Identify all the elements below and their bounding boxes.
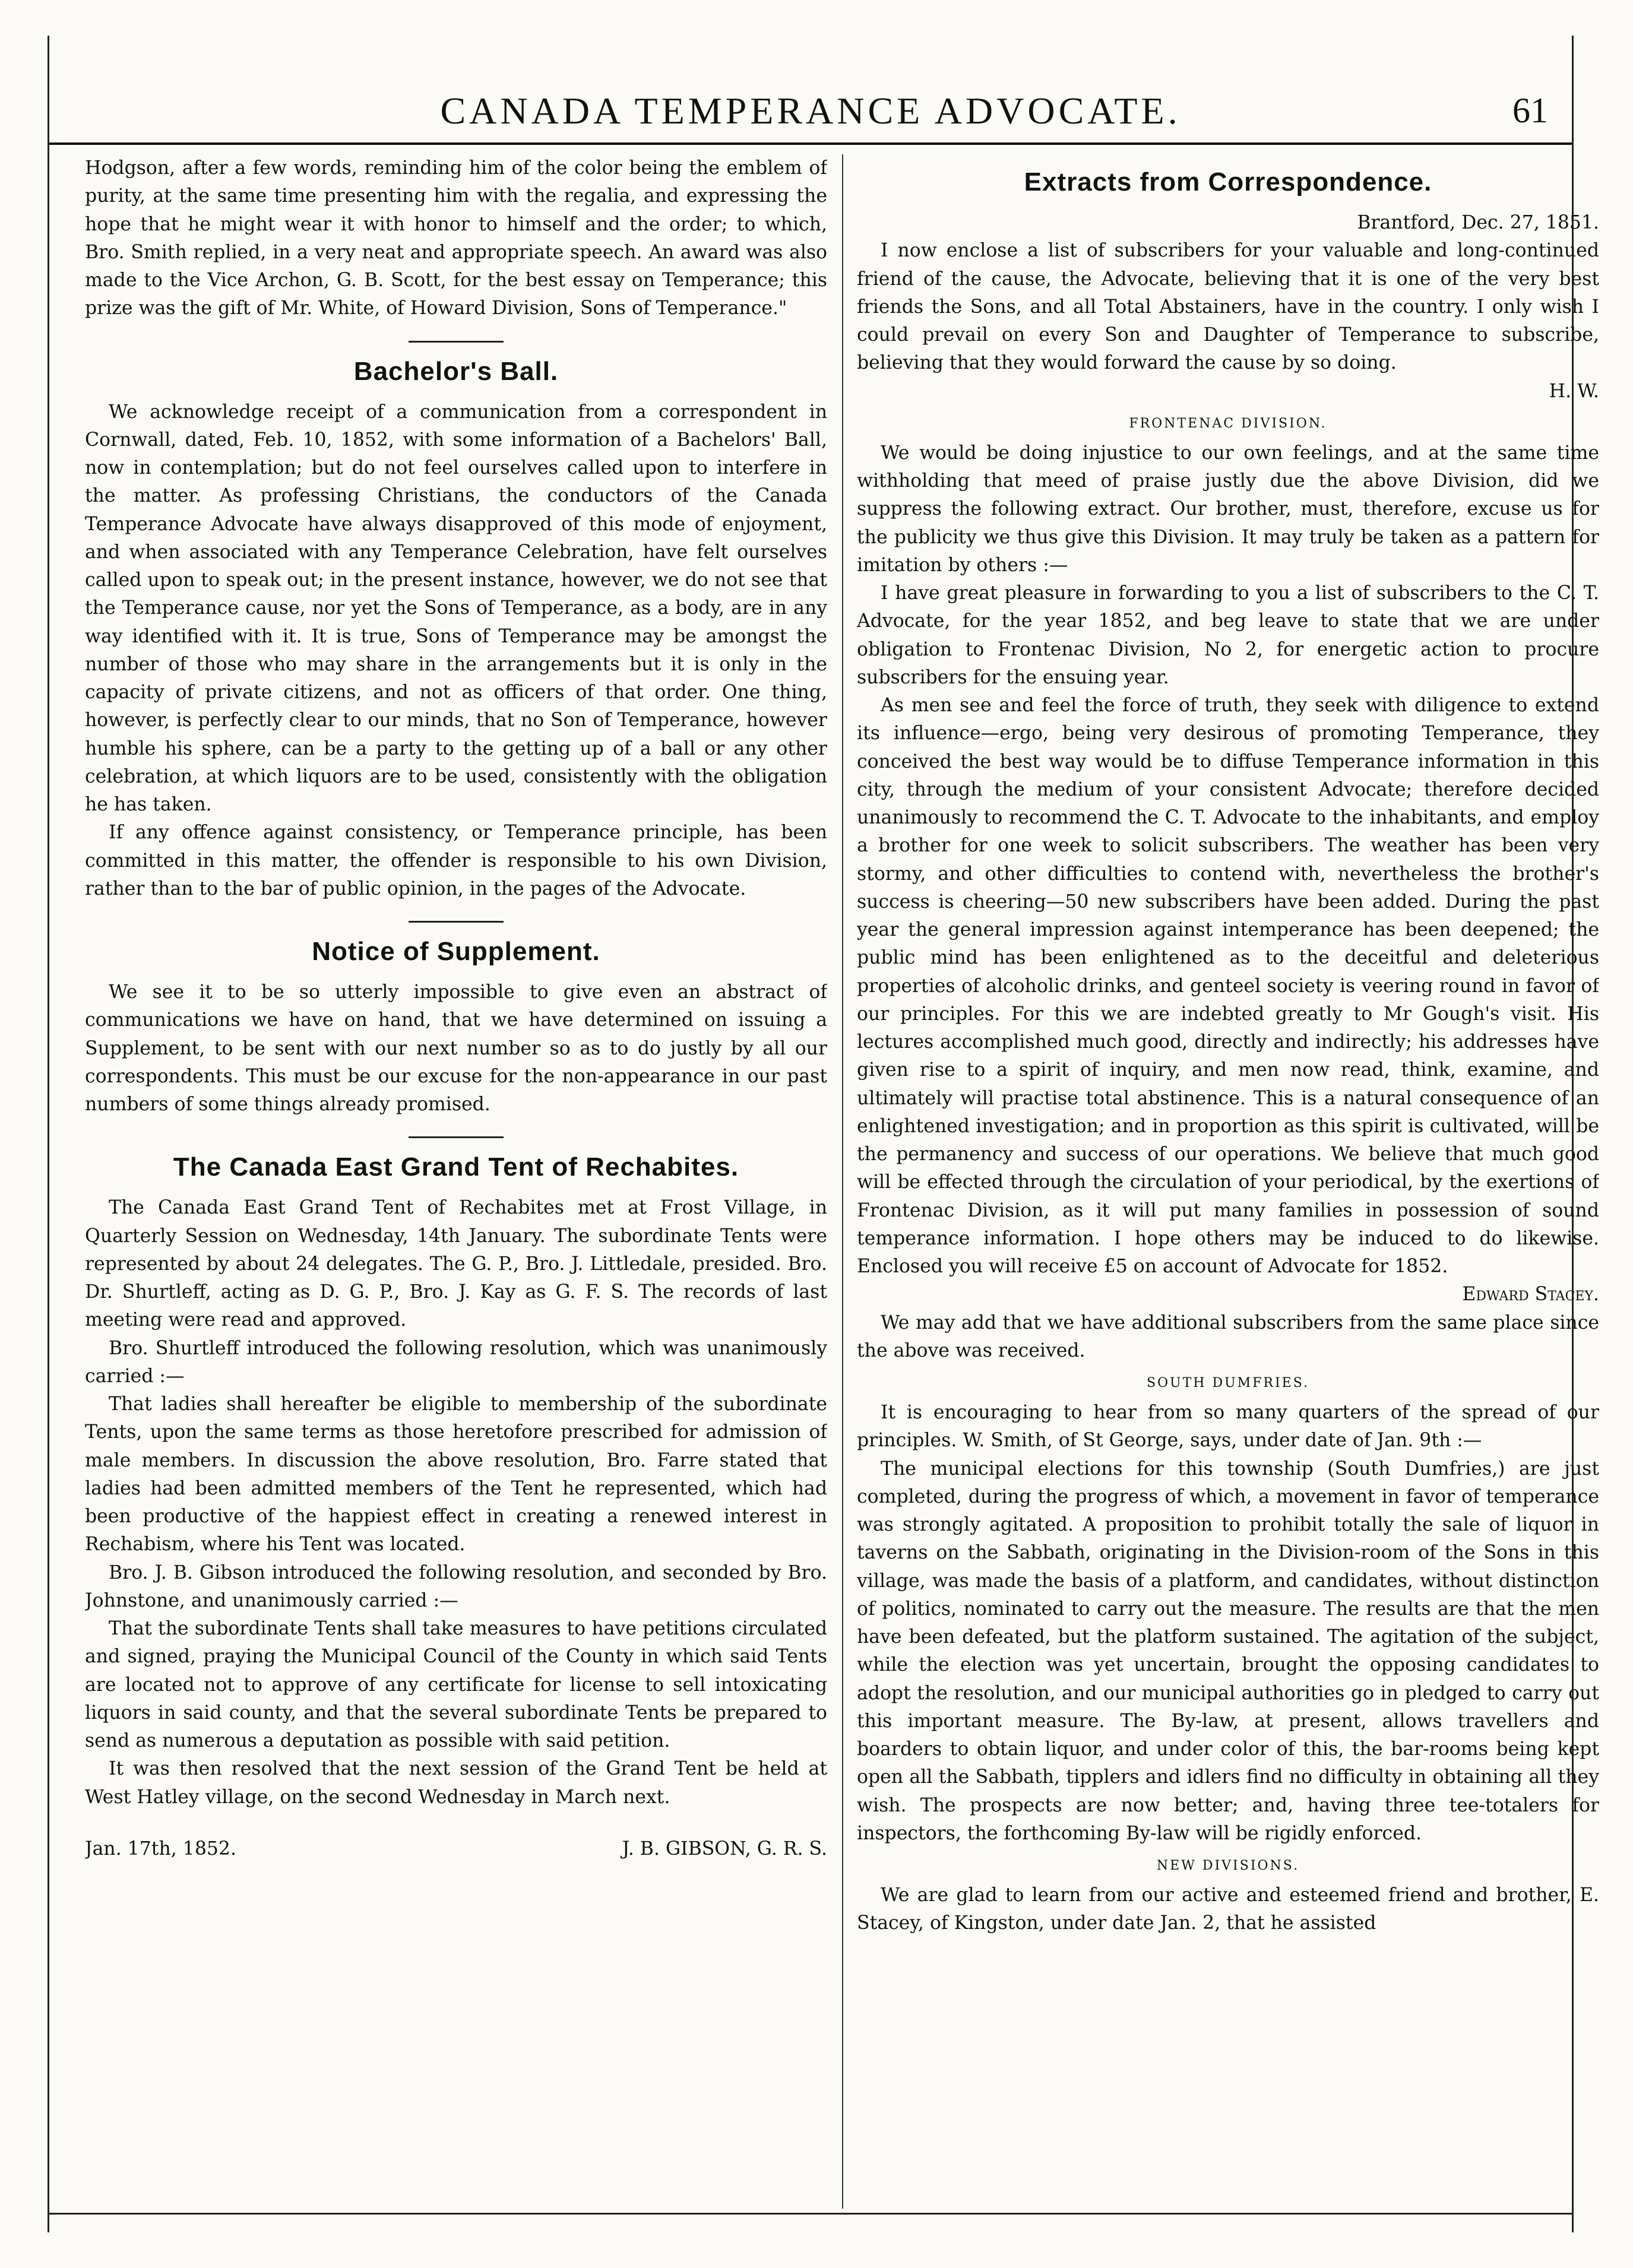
paragraph: The municipal elections for this township (South Dumfries,) are just completed, during the progress of which, a movement in favor of temperance was strongly agitated. A proposition to prohibit totally the sale of liquor in taverns on the Sabbath, originating in the Division-room of the Sons in this village, was made the basis of a platform, and candidates, without distinction of politics, nominated to carry out the measure. The results are that the men have been defeated, but the platform sustained. The agitation of the subject, while the election was yet uncertain, brought the opposing candidates to adopt the resolution, and our municipal authorities go in pledged to carry out this important measure. The By-law, at present, allows travellers and boarders to obtain liquor, and under color of this, the bar-rooms being kept open all the Sabbath, tipplers and idlers find no difficulty in obtaining all they wish. The prospects are now better; and, having three tee-totalers for inspectors, the forthcoming By-law will be rigidly enforced. — [857, 1458, 1599, 1844]
letter-signature: H. W. — [1549, 380, 1599, 402]
paragraph: If any offence against consistency, or Temperance principle, has been committed in this matter, the offender is responsible to his own Division, rather than to the bar of public opinion, in the pages of the Advocate. — [85, 822, 827, 899]
article-signature: J. B. GIBSON, G. R. S. — [622, 1838, 827, 1860]
paragraph: That ladies shall hereafter be eligible to membership of the subordinate Tents, upon the same terms as those heretofore prescribed for admission of male members. In discussion the above resolution, Bro. Farre stated that ladies had been admitted members of the Tent he represented, which had been productive of the happiest effect in creating a renewed interest in Rechabism, where his Tent was located. — [85, 1393, 827, 1556]
paragraph: Hodgson, after a few words, reminding him of the color being the emblem of purity, at the same time presenting him with the regalia, and expressing the hope that he might wear it with honor to himself and the order; to which, Bro. Smith replied, in a very neat and appropriate speech. An award was also made to the Vice Archon, G. B. Scott, for the best essay on Temperance; this prize was the gift of Mr. White, of Howard Division, Sons of Temperance." — [85, 157, 827, 319]
paragraph: It is encouraging to hear from so many quarters of the spread of our principles. W. Smith, of St George, says, under date of Jan. 9th :— — [857, 1402, 1599, 1452]
section-rule — [409, 341, 504, 343]
paragraph: We see it to be so utterly impossible to give even an abstract of communications we have on hand, that we have determined on issuing a Supplement, to be sent with our next number so as to do justly by all our correspondents. This must be our excuse for the non-appearance in our past numbers of some things already promised. — [85, 981, 827, 1115]
subheading-new-divisions: NEW DIVISIONS. — [1156, 1858, 1300, 1873]
subheading-south-dumfries: SOUTH DUMFRIES. — [1146, 1376, 1310, 1390]
bottom-rule — [49, 2213, 1572, 2215]
paragraph: We would be doing injustice to our own feelings, and at the same time withholding that meed of praise justly due the above Division, did we suppress the following extract. Our brother, must, therefore, excuse us for the publicity we thus give this Division. It may truly be taken as a pattern for imitation by others :— — [857, 442, 1599, 576]
right-column — [857, 154, 1599, 2221]
newspaper-page — [48, 36, 1599, 2232]
section-title-notice-of-supplement: Notice of Supplement. — [312, 937, 600, 966]
paragraph: We are glad to learn from our active and esteemed friend and brother, E. Stacey, of Kingston, under date Jan. 2, that he assisted — [857, 1884, 1599, 1934]
page-title: CANADA TEMPERANCE ADVOCATE. — [440, 90, 1181, 132]
dateline: Brantford, Dec. 27, 1851. — [1357, 212, 1599, 233]
column-divider — [842, 154, 843, 2209]
section-rule — [409, 1136, 504, 1138]
paragraph: We acknowledge receipt of a communication from a correspondent in Cornwall, dated, Feb. 10, 1852, with some information of a Bachelors' Ball, now in contemplation; but do not feel ourselves called upon to interfere in the matter. As professing Christians, the conductors of the Canada Temperance Advocate have always disapproved of this mode of enjoyment, and when associated with any Temperance Celebration, have felt ourselves called upon to speak out; in the present instance, however, we do not see that the Temperance cause, nor yet the Sons of Temperance, as a body, are in any way identified with it. It is true, Sons of Temperance may be amongst the number of those who may share in the arrangements but it is only in the capacity of private citizens, and not as officers of that order. One thing, however, is perfectly clear to our minds, that no Son of Temperance, however humble his sphere, can be a party to the getting up of a ball or any other celebration, at which liquors are to be used, consistently with the obligation he has taken. — [85, 401, 827, 815]
paragraph: I have great pleasure in forwarding to you a list of subscribers to the C. T. Advocate, for the year 1852, and beg leave to state that we are under obligation to Frontenac Division, No 2, for energetic action to procure subscribers for the ensuing year. — [857, 582, 1599, 688]
section-title-extracts: Extracts from Correspondence. — [1024, 167, 1432, 197]
letter-signature: Edward Stacey. — [1462, 1284, 1599, 1306]
left-column — [85, 154, 827, 2221]
section-title-rechabites: The Canada East Grand Tent of Rechabites. — [173, 1152, 739, 1182]
paragraph: That the subordinate Tents shall take measures to have petitions circulated and signed, praying the Municipal Council of the County in which said Tents are located not to approve of any certificate for license to sell intoxicating liquors in said county, and that the several subordinate Tents be prepared to send as numerous a deputation as possible with said petition. — [85, 1618, 827, 1751]
page-header — [49, 77, 1572, 145]
subheading-frontenac: FRONTENAC DIVISION. — [1129, 416, 1327, 431]
paragraph: The Canada East Grand Tent of Rechabites met at Frost Village, in Quarterly Session on Wednesday, 14th January. The subordinate Tents were represented by about 24 delegates. The G. P., Bro. J. Littledale, presided. Bro. Dr. Shurtleff, acting as D. G. P., Bro. J. Kay as G. F. S. The records of last meeting were read and approved. — [85, 1197, 827, 1331]
paragraph: Bro. J. B. Gibson introduced the following resolution, and seconded by Bro. Johnstone, and unanimously carried :— — [85, 1561, 827, 1611]
section-rule — [409, 921, 504, 923]
page-number: 61 — [1512, 91, 1548, 130]
paragraph: As men see and feel the force of truth, they seek with diligence to extend its influence—ergo, being very desirous of promoting Temperance, they conceived the best way would be to diffuse Temperance information in this city, through the medium of your consistent Advocate; therefore decided unanimously to recommend the C. T. Advocate to the inhabitants, and employ a brother for one week to solicit subscribers. The weather has been very stormy, and other difficulties to contend with, nevertheless the brother's success is cheering—50 new subscribers have been added. During the past year the general impression against intemperance has been deepened; the public mind has been enlightened as to the deceitful and deleterious properties of alcoholic drinks, and genteel society is veering round in favor of our principles. For this we are indebted greatly to Mr Gough's visit. His lectures accomplished much good, directly and indirectly; his addresses have given rise to a spirit of inquiry, and men now read, think, examine, and ultimately will practise total abstinence. This is a natural consequence of an enlightened investigation; and in proportion as this spirit is cultivated, will be the permanency and success of our operations. We believe that much good will be effected through the circulation of your periodical, by the exertions of Frontenac Division, as it will put many families in possession of sound temperance information. I hope others may be induced to do likewise. Enclosed you will receive £5 on account of Advocate for 1852. — [857, 695, 1599, 1277]
signature-block — [85, 1835, 827, 1863]
paragraph: I now enclose a list of subscribers for your valuable and long-continued friend of the cause, the Advocate, believing that it is one of the very best friends the Sons, and all Total Abstainers, have in the country. I only wish I could prevail on every Son and Daughter of Temperance to subscribe, believing that they would forward the cause by so doing. — [857, 240, 1599, 374]
paragraph: We may add that we have additional subscribers from the same place since the above was received. — [857, 1312, 1599, 1361]
section-title-bachelors-ball: Bachelor's Ball. — [353, 356, 559, 386]
paragraph: It was then resolved that the next session of the Grand Tent be held at West Hatley village, on the second Wednesday in March next. — [85, 1758, 827, 1808]
paragraph: Bro. Shurtleff introduced the following resolution, which was unanimously carried :— — [85, 1337, 827, 1387]
article-date: Jan. 17th, 1852. — [85, 1838, 236, 1860]
